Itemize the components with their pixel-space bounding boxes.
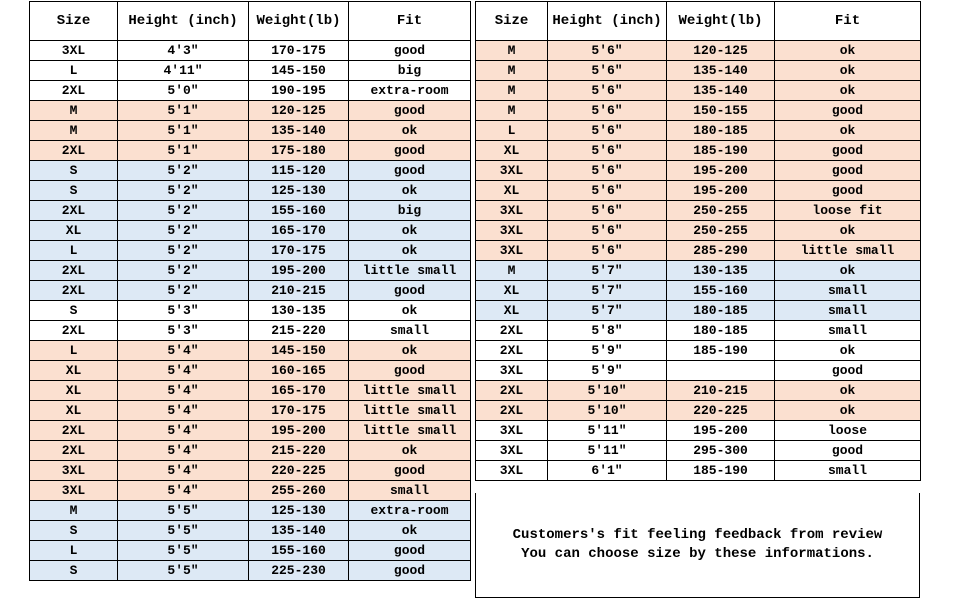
- cell-fit: ok: [349, 181, 471, 201]
- table-row: [476, 341, 921, 361]
- cell-fit: good: [775, 101, 921, 121]
- cell-size: L: [30, 341, 118, 361]
- cell-size: 2XL: [476, 321, 548, 341]
- table-row: [30, 301, 471, 321]
- cell-weight: 210-215: [667, 381, 775, 401]
- cell-fit: extra-room: [349, 501, 471, 521]
- cell-height: 5'4": [118, 481, 249, 501]
- cell-fit: little small: [349, 401, 471, 421]
- cell-weight: 220-225: [667, 401, 775, 421]
- header-row: [30, 2, 471, 41]
- cell-size: 2XL: [30, 421, 118, 441]
- cell-size: M: [476, 261, 548, 281]
- cell-fit: small: [775, 301, 921, 321]
- cell-weight: 185-190: [667, 341, 775, 361]
- table-row: [476, 41, 921, 61]
- header-height: Height (inch): [118, 2, 249, 41]
- cell-height: 5'1": [118, 141, 249, 161]
- cell-weight: 250-255: [667, 201, 775, 221]
- cell-height: 5'8": [548, 321, 667, 341]
- cell-height: 5'11": [548, 441, 667, 461]
- cell-height: 5'4": [118, 441, 249, 461]
- cell-size: 2XL: [476, 401, 548, 421]
- cell-fit: good: [349, 161, 471, 181]
- cell-height: 5'11": [548, 421, 667, 441]
- cell-fit: good: [349, 281, 471, 301]
- cell-size: 2XL: [30, 261, 118, 281]
- cell-height: 5'2": [118, 161, 249, 181]
- table-row: [30, 121, 471, 141]
- cell-height: 5'6": [548, 101, 667, 121]
- table-row: [30, 241, 471, 261]
- table-row: [476, 81, 921, 101]
- header-fit: Fit: [775, 2, 921, 41]
- cell-size: S: [30, 521, 118, 541]
- cell-size: M: [476, 41, 548, 61]
- cell-fit: ok: [349, 241, 471, 261]
- cell-height: 5'1": [118, 121, 249, 141]
- cell-fit: small: [349, 481, 471, 501]
- note-line-2: You can choose size by these informations.: [521, 546, 874, 562]
- table-row: [476, 301, 921, 321]
- cell-size: 3XL: [476, 161, 548, 181]
- cell-fit: ok: [349, 441, 471, 461]
- table-row: [476, 321, 921, 341]
- cell-weight: 225-230: [249, 561, 349, 581]
- table-row: [476, 241, 921, 261]
- cell-size: XL: [476, 181, 548, 201]
- cell-height: 5'2": [118, 221, 249, 241]
- cell-weight: 115-120: [249, 161, 349, 181]
- table-body-right: [476, 41, 921, 481]
- header-fit: Fit: [349, 2, 471, 41]
- cell-size: M: [30, 101, 118, 121]
- cell-weight: 130-135: [249, 301, 349, 321]
- feedback-note: [475, 493, 920, 598]
- cell-size: M: [476, 61, 548, 81]
- cell-fit: ok: [775, 61, 921, 81]
- table-row: [30, 61, 471, 81]
- cell-fit: little small: [775, 241, 921, 261]
- cell-fit: small: [775, 281, 921, 301]
- cell-size: L: [30, 241, 118, 261]
- cell-fit: ok: [349, 521, 471, 541]
- cell-fit: good: [775, 441, 921, 461]
- table-row: [476, 201, 921, 221]
- table-row: [30, 501, 471, 521]
- cell-fit: little small: [349, 261, 471, 281]
- cell-fit: good: [775, 181, 921, 201]
- cell-weight: 135-140: [667, 81, 775, 101]
- cell-height: 5'5": [118, 541, 249, 561]
- cell-height: 5'7": [548, 281, 667, 301]
- cell-weight: 155-160: [667, 281, 775, 301]
- cell-weight: 180-185: [667, 121, 775, 141]
- cell-height: 5'2": [118, 181, 249, 201]
- cell-height: 5'6": [548, 61, 667, 81]
- table-row: [476, 381, 921, 401]
- cell-height: 5'4": [118, 421, 249, 441]
- cell-fit: good: [349, 41, 471, 61]
- cell-size: S: [30, 181, 118, 201]
- table-row: [476, 61, 921, 81]
- cell-weight: 190-195: [249, 81, 349, 101]
- table-row: [30, 361, 471, 381]
- cell-fit: loose fit: [775, 201, 921, 221]
- table-row: [476, 221, 921, 241]
- cell-size: L: [476, 121, 548, 141]
- cell-weight: 195-200: [249, 421, 349, 441]
- cell-height: 5'6": [548, 121, 667, 141]
- cell-weight: 295-300: [667, 441, 775, 461]
- cell-weight: 185-190: [667, 461, 775, 481]
- cell-weight: 210-215: [249, 281, 349, 301]
- cell-size: M: [30, 501, 118, 521]
- cell-height: 5'9": [548, 361, 667, 381]
- table-body-left: [30, 41, 471, 581]
- cell-height: 4'3": [118, 41, 249, 61]
- cell-size: XL: [476, 281, 548, 301]
- cell-size: 2XL: [476, 341, 548, 361]
- cell-weight: 145-150: [249, 61, 349, 81]
- header-row: [476, 2, 921, 41]
- cell-fit: good: [349, 361, 471, 381]
- cell-size: 3XL: [476, 241, 548, 261]
- table-row: [30, 141, 471, 161]
- table-row: [476, 461, 921, 481]
- cell-size: 2XL: [30, 141, 118, 161]
- cell-fit: good: [775, 141, 921, 161]
- table-row: [30, 181, 471, 201]
- cell-height: 5'4": [118, 401, 249, 421]
- cell-fit: ok: [349, 221, 471, 241]
- cell-size: M: [30, 121, 118, 141]
- cell-height: 5'5": [118, 501, 249, 521]
- cell-size: XL: [476, 301, 548, 321]
- cell-weight: 135-140: [667, 61, 775, 81]
- cell-size: 3XL: [476, 461, 548, 481]
- cell-weight: 155-160: [249, 541, 349, 561]
- table-row: [476, 161, 921, 181]
- cell-fit: big: [349, 61, 471, 81]
- cell-size: 3XL: [30, 41, 118, 61]
- cell-size: 2XL: [30, 201, 118, 221]
- table-row: [476, 121, 921, 141]
- table-row: [30, 261, 471, 281]
- cell-height: 5'7": [548, 301, 667, 321]
- cell-height: 4'11": [118, 61, 249, 81]
- cell-weight: 195-200: [667, 161, 775, 181]
- cell-weight: 170-175: [249, 41, 349, 61]
- cell-fit: small: [775, 321, 921, 341]
- cell-size: XL: [30, 221, 118, 241]
- cell-weight: 125-130: [249, 181, 349, 201]
- cell-size: 2XL: [476, 381, 548, 401]
- cell-size: 3XL: [30, 461, 118, 481]
- cell-weight: 120-125: [667, 41, 775, 61]
- cell-height: 5'6": [548, 241, 667, 261]
- cell-weight: 180-185: [667, 321, 775, 341]
- cell-size: 2XL: [30, 321, 118, 341]
- cell-size: 2XL: [30, 441, 118, 461]
- table-row: [30, 521, 471, 541]
- cell-weight: 215-220: [249, 441, 349, 461]
- note-line-1: Customers's fit feeling feedback from review: [512, 527, 883, 543]
- cell-fit: good: [349, 101, 471, 121]
- cell-height: 5'2": [118, 201, 249, 221]
- cell-size: S: [30, 301, 118, 321]
- cell-size: M: [476, 81, 548, 101]
- table-row: [30, 541, 471, 561]
- cell-size: 3XL: [476, 421, 548, 441]
- cell-weight: 195-200: [667, 421, 775, 441]
- cell-height: 5'5": [118, 561, 249, 581]
- table-row: [30, 461, 471, 481]
- cell-size: 3XL: [476, 361, 548, 381]
- table-row: [476, 401, 921, 421]
- cell-height: 5'2": [118, 261, 249, 281]
- cell-size: S: [30, 161, 118, 181]
- cell-weight: 195-200: [249, 261, 349, 281]
- table-row: [30, 101, 471, 121]
- table-row: [30, 421, 471, 441]
- cell-size: 2XL: [30, 81, 118, 101]
- table-row: [30, 41, 471, 61]
- header-weight: Weight(lb): [667, 2, 775, 41]
- cell-height: 5'4": [118, 461, 249, 481]
- table-row: [476, 361, 921, 381]
- cell-fit: little small: [349, 381, 471, 401]
- table-row: [30, 81, 471, 101]
- cell-fit: ok: [775, 41, 921, 61]
- cell-height: 5'6": [548, 81, 667, 101]
- cell-fit: good: [349, 541, 471, 561]
- cell-fit: ok: [775, 221, 921, 241]
- cell-fit: ok: [775, 261, 921, 281]
- cell-height: 5'2": [118, 281, 249, 301]
- cell-weight: 255-260: [249, 481, 349, 501]
- cell-size: XL: [30, 361, 118, 381]
- cell-height: 5'4": [118, 381, 249, 401]
- cell-size: XL: [30, 401, 118, 421]
- cell-fit: big: [349, 201, 471, 221]
- cell-height: 6'1": [548, 461, 667, 481]
- cell-weight: 180-185: [667, 301, 775, 321]
- cell-weight: 155-160: [249, 201, 349, 221]
- cell-weight: 160-165: [249, 361, 349, 381]
- cell-weight: 135-140: [249, 121, 349, 141]
- cell-height: 5'6": [548, 41, 667, 61]
- cell-weight: 150-155: [667, 101, 775, 121]
- cell-size: 3XL: [476, 221, 548, 241]
- table-row: [476, 261, 921, 281]
- size-feedback-table-right: [475, 1, 921, 481]
- cell-fit: good: [775, 161, 921, 181]
- cell-size: 3XL: [476, 441, 548, 461]
- cell-weight: 165-170: [249, 221, 349, 241]
- cell-height: 5'9": [548, 341, 667, 361]
- size-feedback-table-left: [29, 1, 471, 581]
- cell-fit: good: [349, 461, 471, 481]
- cell-weight: [667, 361, 775, 381]
- cell-weight: 145-150: [249, 341, 349, 361]
- cell-size: L: [30, 61, 118, 81]
- cell-weight: 185-190: [667, 141, 775, 161]
- cell-weight: 215-220: [249, 321, 349, 341]
- cell-fit: ok: [775, 381, 921, 401]
- cell-weight: 170-175: [249, 401, 349, 421]
- table-row: [30, 401, 471, 421]
- cell-weight: 195-200: [667, 181, 775, 201]
- cell-fit: ok: [349, 301, 471, 321]
- table-row: [30, 381, 471, 401]
- cell-fit: ok: [349, 341, 471, 361]
- table-row: [30, 321, 471, 341]
- cell-height: 5'6": [548, 201, 667, 221]
- cell-size: M: [476, 101, 548, 121]
- cell-fit: ok: [775, 401, 921, 421]
- table-row: [476, 141, 921, 161]
- table-row: [30, 161, 471, 181]
- cell-weight: 165-170: [249, 381, 349, 401]
- header-size: Size: [30, 2, 118, 41]
- cell-height: 5'10": [548, 401, 667, 421]
- cell-fit: ok: [775, 121, 921, 141]
- cell-weight: 125-130: [249, 501, 349, 521]
- cell-fit: good: [349, 141, 471, 161]
- cell-height: 5'10": [548, 381, 667, 401]
- cell-fit: ok: [775, 81, 921, 101]
- table-row: [30, 481, 471, 501]
- cell-weight: 120-125: [249, 101, 349, 121]
- table-row: [476, 441, 921, 461]
- table-row: [476, 101, 921, 121]
- cell-size: 2XL: [30, 281, 118, 301]
- table-row: [476, 181, 921, 201]
- cell-height: 5'3": [118, 301, 249, 321]
- cell-fit: loose: [775, 421, 921, 441]
- table-row: [30, 341, 471, 361]
- cell-fit: good: [349, 561, 471, 581]
- cell-height: 5'7": [548, 261, 667, 281]
- cell-height: 5'5": [118, 521, 249, 541]
- cell-size: 3XL: [476, 201, 548, 221]
- cell-weight: 220-225: [249, 461, 349, 481]
- header-weight: Weight(lb): [249, 2, 349, 41]
- cell-size: 3XL: [30, 481, 118, 501]
- cell-height: 5'3": [118, 321, 249, 341]
- cell-height: 5'2": [118, 241, 249, 261]
- table-row: [476, 421, 921, 441]
- cell-fit: small: [775, 461, 921, 481]
- table-row: [30, 201, 471, 221]
- cell-weight: 250-255: [667, 221, 775, 241]
- cell-height: 5'6": [548, 181, 667, 201]
- table-row: [30, 221, 471, 241]
- cell-height: 5'1": [118, 101, 249, 121]
- cell-size: XL: [30, 381, 118, 401]
- cell-height: 5'6": [548, 221, 667, 241]
- table-row: [476, 281, 921, 301]
- cell-height: 5'6": [548, 141, 667, 161]
- header-size: Size: [476, 2, 548, 41]
- cell-size: XL: [476, 141, 548, 161]
- cell-fit: little small: [349, 421, 471, 441]
- cell-fit: ok: [775, 341, 921, 361]
- cell-height: 5'6": [548, 161, 667, 181]
- cell-size: L: [30, 541, 118, 561]
- cell-size: S: [30, 561, 118, 581]
- cell-fit: good: [775, 361, 921, 381]
- cell-fit: small: [349, 321, 471, 341]
- cell-fit: ok: [349, 121, 471, 141]
- table-row: [30, 441, 471, 461]
- cell-weight: 285-290: [667, 241, 775, 261]
- table-row: [30, 281, 471, 301]
- cell-weight: 170-175: [249, 241, 349, 261]
- cell-weight: 130-135: [667, 261, 775, 281]
- cell-weight: 135-140: [249, 521, 349, 541]
- table-row: [30, 561, 471, 581]
- cell-height: 5'0": [118, 81, 249, 101]
- cell-weight: 175-180: [249, 141, 349, 161]
- cell-height: 5'4": [118, 361, 249, 381]
- cell-height: 5'4": [118, 341, 249, 361]
- header-height: Height (inch): [548, 2, 667, 41]
- cell-fit: extra-room: [349, 81, 471, 101]
